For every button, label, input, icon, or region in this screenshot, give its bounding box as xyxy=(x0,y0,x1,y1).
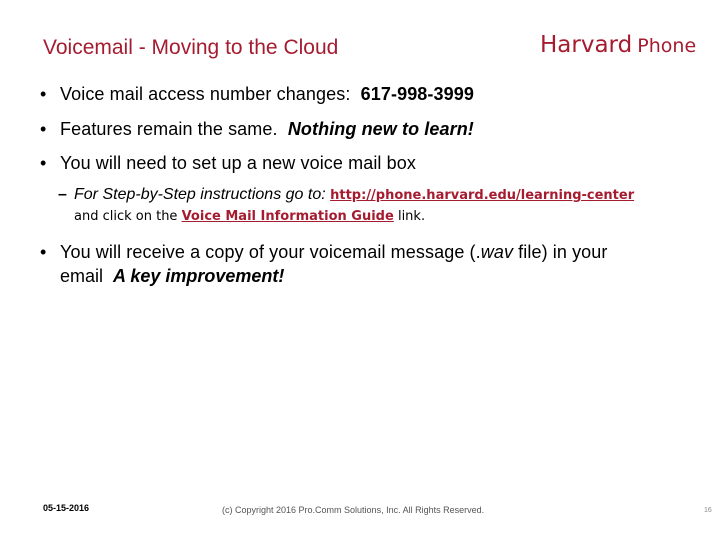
bullet-marker: • xyxy=(40,153,47,173)
bullet-text: You will need to set up a new voice mail box xyxy=(60,153,416,173)
bullet-marker: • xyxy=(40,84,47,104)
footer-copyright: (c) Copyright 2016 Pro.Comm Solutions, Inc. All Rights Reserved. xyxy=(222,505,485,515)
bullet-emphasis: A key improvement! xyxy=(113,266,285,286)
access-number: 617-998-3999 xyxy=(360,84,474,104)
sub-bullet-instructions xyxy=(58,186,634,204)
sub-bullet-guide xyxy=(74,209,425,224)
bullet-setup xyxy=(40,153,416,174)
page-number: 16 xyxy=(704,507,712,514)
brand-main: Harvard xyxy=(540,32,633,58)
bullet-marker: • xyxy=(40,119,47,139)
brand-sub: Phone xyxy=(637,35,697,57)
sub-lead-text: For Step-by-Step instructions go to: xyxy=(74,186,326,203)
wav-text: wav xyxy=(480,242,514,262)
bullet-text: Voice mail access number changes: xyxy=(60,84,351,104)
guide-before-text: and click on the xyxy=(74,209,178,224)
bullet-text: email xyxy=(60,266,104,286)
bullet-emphasis: Nothing new to learn! xyxy=(287,119,474,139)
brand-logo xyxy=(540,32,696,58)
guide-after-text: link. xyxy=(397,209,426,224)
voice-mail-guide-link[interactable]: Voice Mail Information Guide xyxy=(181,209,394,224)
bullet-text-a: You will receive a copy of your voicemail message (. xyxy=(60,242,481,262)
bullet-text-b: file) in your xyxy=(518,242,608,262)
bullet-text: Features remain the same. xyxy=(60,119,278,139)
bullet-features xyxy=(40,119,474,140)
bullet-marker: • xyxy=(40,242,47,262)
bullet-copy-email xyxy=(40,242,608,263)
bullet-access-number xyxy=(40,84,474,105)
dash-marker: – xyxy=(58,186,67,203)
footer-date: 05-15-2016 xyxy=(43,503,90,513)
slide-title: Voicemail - Moving to the Cloud xyxy=(43,36,339,59)
bullet-copy-email-line2 xyxy=(60,266,284,287)
learning-center-link[interactable]: http://phone.harvard.edu/learning-center xyxy=(330,188,635,203)
